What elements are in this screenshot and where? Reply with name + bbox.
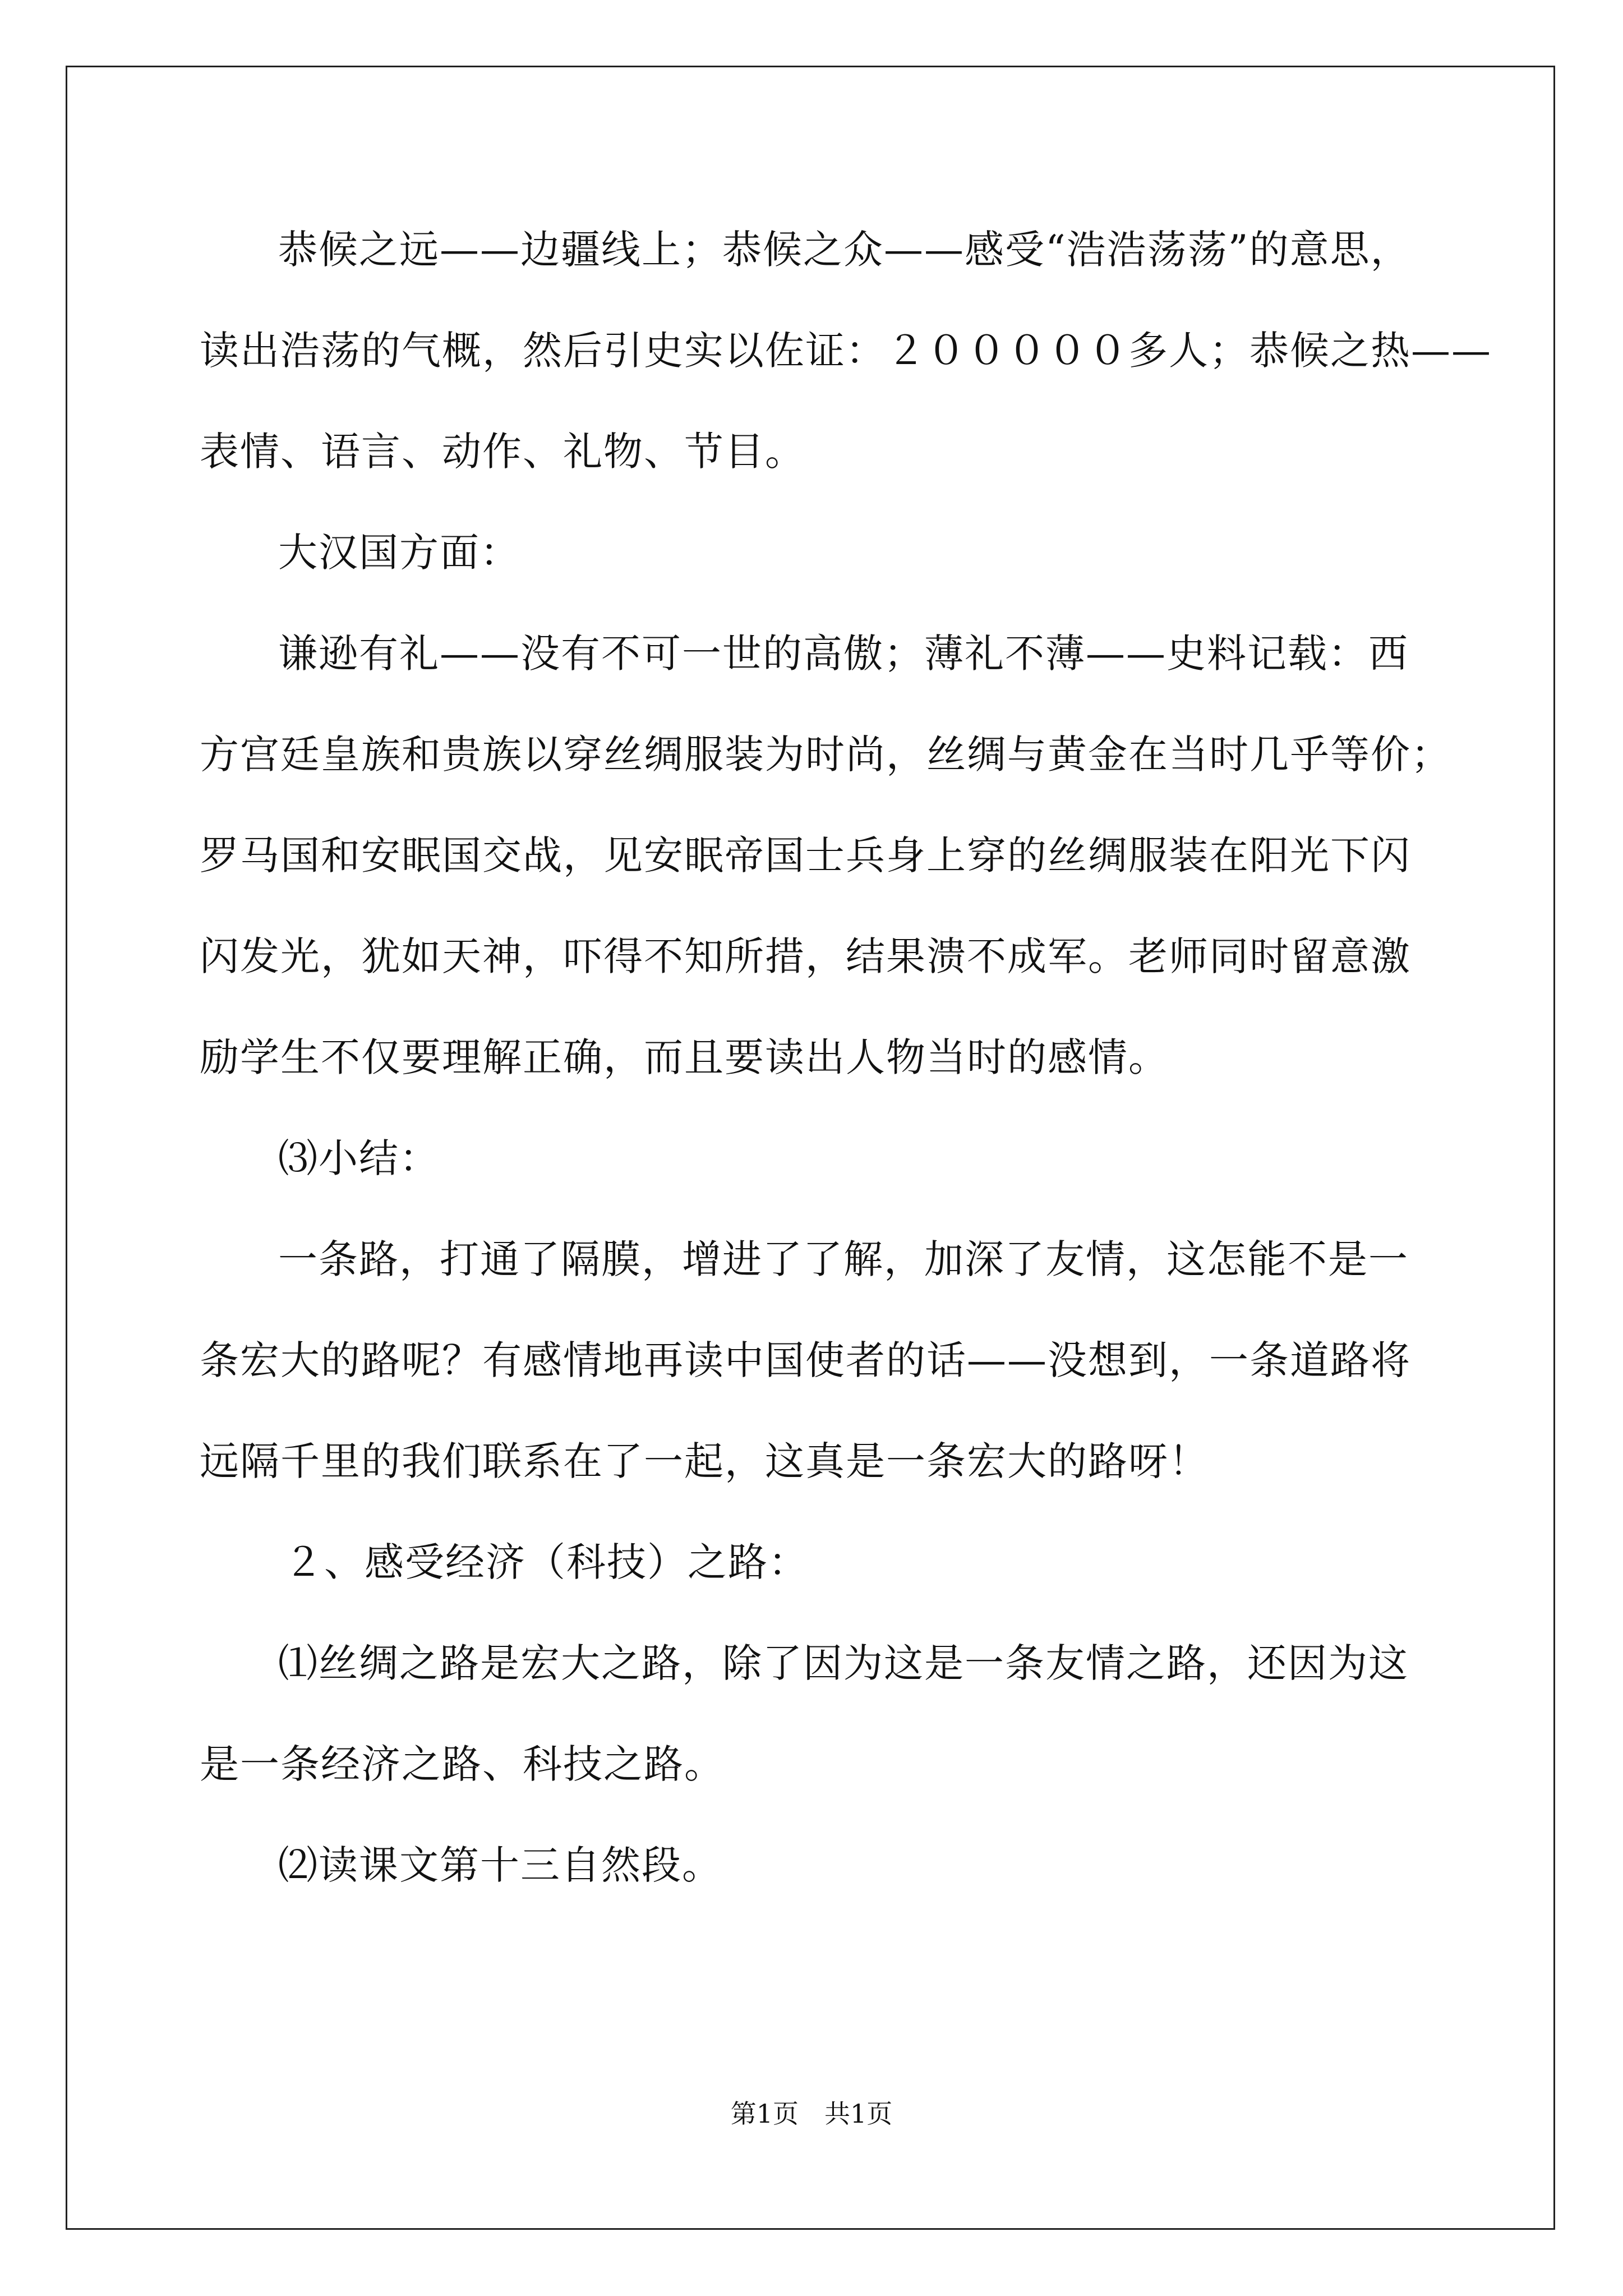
text-line: 方宫廷皇族和贵族以穿丝绸服装为时尚，丝绸与黄金在当时几乎等价； <box>200 731 1451 777</box>
text-line: ⑵读课文第十三自然段。 <box>278 1842 722 1888</box>
text-line: 是一条经济之路、科技之路。 <box>200 1741 725 1787</box>
text-line: 表情、语言、动作、礼物、节目。 <box>200 429 805 475</box>
text-line: 励学生不仅要理解正确，而且要读出人物当时的感情。 <box>200 1034 1169 1080</box>
text-line: ⑴丝绸之路是宏大之路，除了因为这是一条友情之路，还因为这 <box>278 1640 1409 1686</box>
text-line: 恭候之远——边疆线上；恭候之众——感受“浩浩荡荡”的意思， <box>278 227 1411 273</box>
text-line: 罗马国和安眠国交战，见安眠帝国士兵身上穿的丝绸服装在阳光下闪 <box>200 832 1411 878</box>
text-line: 条宏大的路呢？有感情地再读中国使者的话——没想到，一条道路将 <box>200 1337 1411 1383</box>
text-line: 大汉国方面： <box>278 530 520 576</box>
text-line: 谦逊有礼——没有不可一世的高傲；薄礼不薄——史料记载：西 <box>278 631 1409 677</box>
text-line: 闪发光，犹如天神，吓得不知所措，结果溃不成军。老师同时留意激 <box>200 933 1411 979</box>
text-line: 读出浩荡的气概，然后引史实以佐证：２０００００多人；恭候之热—— <box>200 328 1492 374</box>
text-line: 一条路，打通了隔膜，增进了了解，加深了友情，这怎能不是一 <box>278 1236 1409 1282</box>
text-line: ⑶小结： <box>278 1135 440 1181</box>
page-footer: 第1页 共1页 <box>730 2099 893 2129</box>
text-line: 远隔千里的我们联系在了一起，这真是一条宏大的路呀！ <box>200 1438 1209 1484</box>
section-heading: ２、感受经济（科技）之路： <box>284 1539 809 1585</box>
